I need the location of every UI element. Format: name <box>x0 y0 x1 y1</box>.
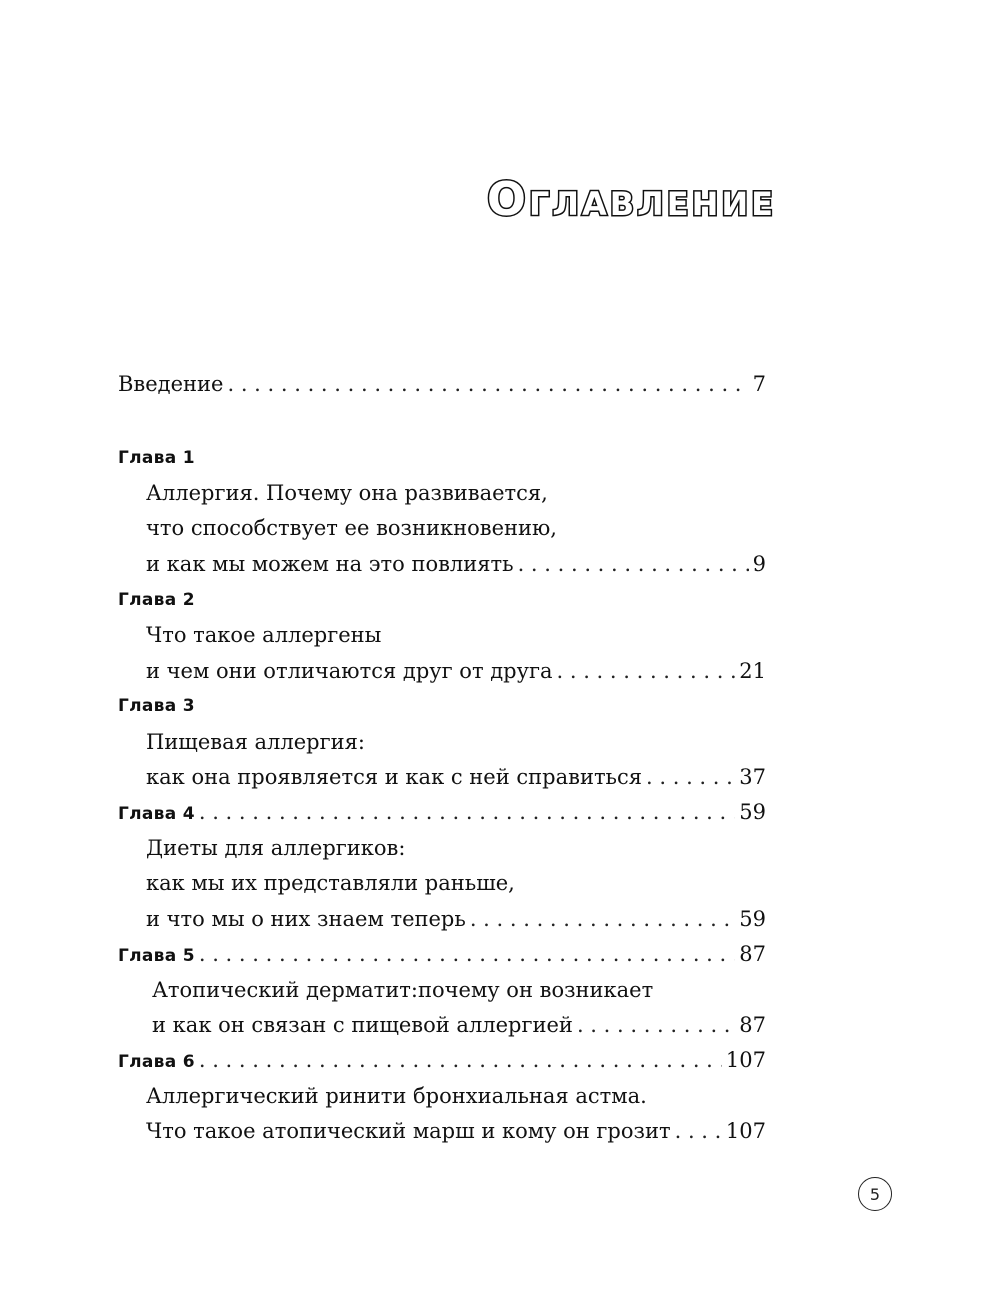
toc-line <box>146 619 766 651</box>
toc-line-text: как она проявляется и как с ней справиться <box>146 765 643 789</box>
dot-leader <box>199 796 735 828</box>
toc-entry-chapter-4[interactable] <box>146 903 766 935</box>
toc-entry-chapter-5[interactable] <box>152 1009 766 1041</box>
chapter-label: Глава 2 <box>118 590 195 610</box>
chapter-heading-2[interactable] <box>118 584 766 616</box>
chapter-label: Глава 6 <box>118 1052 195 1072</box>
toc-page-number: 21 <box>739 659 766 683</box>
chapter-label: Глава 3 <box>118 696 195 716</box>
page-title: Оглавление <box>486 172 776 226</box>
page-number: 5 <box>869 1184 881 1204</box>
toc-line <box>146 832 766 864</box>
toc-line-text: Атопический дерматит:почему он возникает <box>152 978 654 1002</box>
dot-leader <box>675 1115 722 1147</box>
toc-line-text: и как мы можем на это повлиять <box>146 552 514 576</box>
dot-leader <box>199 1044 722 1076</box>
toc-line-text: Что такое аллергены <box>146 623 382 647</box>
toc-entry-chapter-3[interactable] <box>146 761 766 793</box>
chapter-heading-3[interactable] <box>118 690 766 722</box>
chapter-heading-1[interactable] <box>118 442 766 474</box>
toc-entry-introduction[interactable] <box>118 368 766 400</box>
toc-page-number: 37 <box>739 765 766 789</box>
dot-leader <box>199 938 735 970</box>
dot-leader <box>470 903 735 935</box>
toc-line-text: Что такое атопический марш и кому он грозит <box>146 1119 671 1143</box>
toc-line-text: и как он связан с пищевой аллергией <box>152 1013 573 1037</box>
chapter-heading-4[interactable] <box>118 796 766 828</box>
chapter-label: Глава 1 <box>118 448 195 468</box>
toc-entry-chapter-1[interactable] <box>146 548 766 580</box>
toc-entry-title: Введение <box>118 372 224 396</box>
toc-line <box>146 867 766 899</box>
toc-line <box>146 512 766 544</box>
dot-leader <box>646 761 735 793</box>
chapter-label: Глава 5 <box>118 946 195 966</box>
toc-line-text: Аллергический ринити бронхиальная астма. <box>146 1084 647 1108</box>
toc-line <box>152 974 766 1006</box>
toc-page-number: 107 <box>725 1048 766 1072</box>
toc-line-text: и что мы о них знаем теперь <box>146 907 466 931</box>
dot-leader <box>577 1009 735 1041</box>
dot-leader <box>227 368 748 400</box>
page-number-badge <box>858 1177 892 1211</box>
dot-leader <box>518 548 749 580</box>
toc-page-number: 59 <box>739 907 766 931</box>
toc-line <box>146 726 766 758</box>
toc-line-text: Аллергия. Почему она развивается, <box>146 481 548 505</box>
toc-line-text: что способствует ее возникновению, <box>146 516 557 540</box>
toc-page-number: 59 <box>739 800 766 824</box>
toc-page-number: 9 <box>752 552 766 576</box>
toc-line-text: Пищевая аллергия: <box>146 730 365 754</box>
toc-page-number: 7 <box>752 372 766 396</box>
toc-line <box>146 477 766 509</box>
toc-line-text: и чем они отличаются друг от друга <box>146 659 553 683</box>
chapter-heading-5[interactable] <box>118 938 766 970</box>
toc-entry-chapter-6[interactable] <box>146 1115 766 1147</box>
toc-line <box>146 1080 766 1112</box>
toc-page-number: 87 <box>739 942 766 966</box>
toc-line-text: как мы их представляли раньше, <box>146 871 515 895</box>
toc-entry-chapter-2[interactable] <box>146 655 766 687</box>
dot-leader <box>557 655 736 687</box>
chapter-heading-6[interactable] <box>118 1044 766 1076</box>
toc-line-text: Диеты для аллергиков: <box>146 836 406 860</box>
chapter-label: Глава 4 <box>118 804 195 824</box>
toc-page-number: 107 <box>725 1119 766 1143</box>
toc-page-number: 87 <box>739 1013 766 1037</box>
